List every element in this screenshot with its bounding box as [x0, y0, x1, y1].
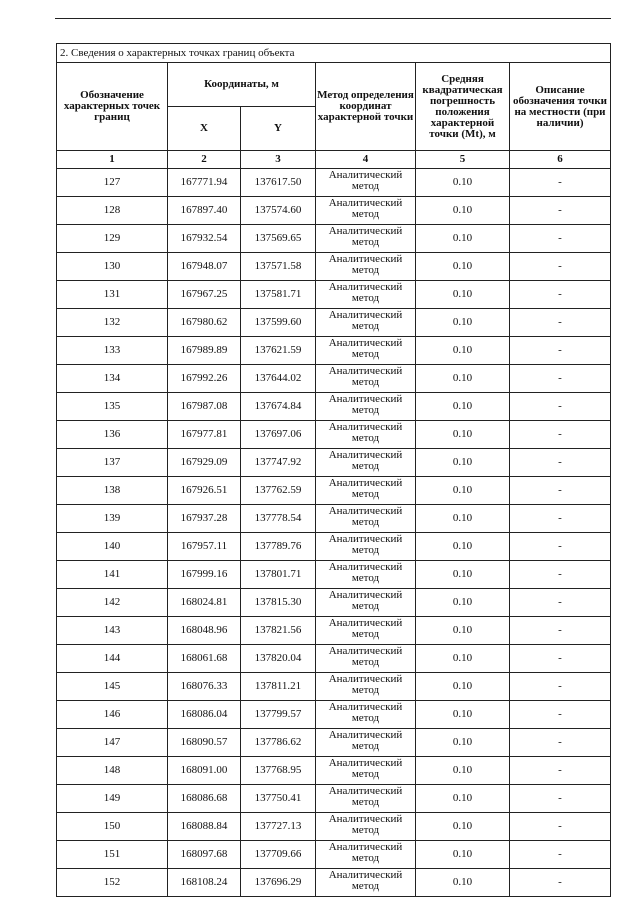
coord-y: 137820.04: [241, 645, 316, 673]
coord-x: 167932.54: [168, 225, 241, 253]
error-value: 0.10: [416, 169, 510, 197]
method-line-1: Аналитический: [328, 785, 403, 797]
coord-x: 167989.89: [168, 337, 241, 365]
description-value: -: [510, 253, 611, 281]
coord-x: 167929.09: [168, 449, 241, 477]
boundary-points-table: [56, 43, 611, 897]
table-row: [57, 869, 611, 897]
description-value: -: [510, 281, 611, 309]
table-row: [57, 561, 611, 589]
point-id: 144: [57, 645, 168, 673]
column-number: 5: [416, 151, 510, 169]
method-cell: [316, 589, 416, 617]
error-value: 0.10: [416, 617, 510, 645]
table-row: [57, 701, 611, 729]
coord-x: 168097.68: [168, 841, 241, 869]
table-row: [57, 421, 611, 449]
method-cell: [316, 757, 416, 785]
description-value: -: [510, 449, 611, 477]
table-row: [57, 673, 611, 701]
error-value: 0.10: [416, 561, 510, 589]
coord-y: 137811.21: [241, 673, 316, 701]
point-id: 138: [57, 477, 168, 505]
description-value: -: [510, 785, 611, 813]
error-value: 0.10: [416, 869, 510, 897]
coord-x: 167967.25: [168, 281, 241, 309]
coord-x: 168061.68: [168, 645, 241, 673]
table-row: [57, 169, 611, 197]
method-line-1: Аналитический: [328, 589, 403, 601]
point-id: 141: [57, 561, 168, 589]
method-line-2: метод: [351, 404, 380, 416]
point-id: 140: [57, 533, 168, 561]
method-line-1: Аналитический: [328, 673, 403, 685]
coord-x: 168076.33: [168, 673, 241, 701]
point-id: 151: [57, 841, 168, 869]
method-cell: [316, 225, 416, 253]
coord-y: 137697.06: [241, 421, 316, 449]
coord-x: 167999.16: [168, 561, 241, 589]
method-line-2: метод: [351, 824, 380, 836]
error-value: 0.10: [416, 393, 510, 421]
point-id: 127: [57, 169, 168, 197]
method-cell: [316, 477, 416, 505]
header-point: Обозначение характерных точек границ: [57, 63, 168, 151]
coord-y: 137778.54: [241, 505, 316, 533]
table-row: [57, 505, 611, 533]
method-line-2: метод: [351, 600, 380, 612]
method-line-1: Аналитический: [328, 813, 403, 825]
method-cell: [316, 533, 416, 561]
point-id: 131: [57, 281, 168, 309]
coord-y: 137727.13: [241, 813, 316, 841]
table-row: [57, 253, 611, 281]
method-cell: [316, 561, 416, 589]
method-cell: [316, 785, 416, 813]
method-cell: [316, 365, 416, 393]
point-id: 149: [57, 785, 168, 813]
point-id: 152: [57, 869, 168, 897]
description-value: -: [510, 757, 611, 785]
coord-y: 137569.65: [241, 225, 316, 253]
table-row: [57, 841, 611, 869]
coord-x: 167948.07: [168, 253, 241, 281]
coord-x: 168090.57: [168, 729, 241, 757]
point-id: 134: [57, 365, 168, 393]
method-line-2: метод: [351, 320, 380, 332]
method-line-1: Аналитический: [328, 869, 403, 881]
error-value: 0.10: [416, 841, 510, 869]
method-line-2: метод: [351, 180, 380, 192]
error-value: 0.10: [416, 589, 510, 617]
description-value: -: [510, 673, 611, 701]
error-value: 0.10: [416, 225, 510, 253]
error-value: 0.10: [416, 813, 510, 841]
method-line-1: Аналитический: [328, 757, 403, 769]
method-line-2: метод: [351, 516, 380, 528]
top-rule: [55, 18, 611, 19]
column-number: 6: [510, 151, 611, 169]
coord-y: 137571.58: [241, 253, 316, 281]
error-value: 0.10: [416, 645, 510, 673]
error-value: 0.10: [416, 421, 510, 449]
method-cell: [316, 393, 416, 421]
description-value: -: [510, 589, 611, 617]
point-id: 143: [57, 617, 168, 645]
description-value: -: [510, 813, 611, 841]
method-cell: [316, 421, 416, 449]
coord-y: 137696.29: [241, 869, 316, 897]
description-value: -: [510, 309, 611, 337]
header-description: Описание обозначения точки на местности (при наличии): [510, 63, 611, 151]
point-id: 132: [57, 309, 168, 337]
method-line-1: Аналитический: [328, 421, 403, 433]
coord-y: 137786.62: [241, 729, 316, 757]
method-line-1: Аналитический: [328, 393, 403, 405]
table-row: [57, 729, 611, 757]
point-id: 147: [57, 729, 168, 757]
method-line-1: Аналитический: [328, 701, 403, 713]
coord-y: 137801.71: [241, 561, 316, 589]
method-line-1: Аналитический: [328, 197, 403, 209]
method-line-1: Аналитический: [328, 617, 403, 629]
coord-y: 137762.59: [241, 477, 316, 505]
coord-y: 137821.56: [241, 617, 316, 645]
method-line-1: Аналитический: [328, 225, 403, 237]
error-value: 0.10: [416, 673, 510, 701]
table-row: [57, 617, 611, 645]
method-line-1: Аналитический: [328, 169, 403, 181]
table-row: [57, 309, 611, 337]
method-cell: [316, 253, 416, 281]
coord-y: 137750.41: [241, 785, 316, 813]
coord-y: 137799.57: [241, 701, 316, 729]
table-row: [57, 281, 611, 309]
coord-x: 167771.94: [168, 169, 241, 197]
method-line-2: метод: [351, 292, 380, 304]
description-value: -: [510, 477, 611, 505]
point-id: 145: [57, 673, 168, 701]
description-value: -: [510, 365, 611, 393]
error-value: 0.10: [416, 757, 510, 785]
method-line-1: Аналитический: [328, 309, 403, 321]
error-value: 0.10: [416, 365, 510, 393]
coord-x: 168048.96: [168, 617, 241, 645]
header-error: Средняя квадратическая погрешность положения характерной точки (Mt), м: [416, 63, 510, 151]
method-line-2: метод: [351, 768, 380, 780]
method-line-1: Аналитический: [328, 505, 403, 517]
description-value: -: [510, 561, 611, 589]
coord-y: 137621.59: [241, 337, 316, 365]
method-cell: [316, 617, 416, 645]
table-row: [57, 393, 611, 421]
coord-x: 167957.11: [168, 533, 241, 561]
column-number: 2: [168, 151, 241, 169]
error-value: 0.10: [416, 785, 510, 813]
table-row: [57, 365, 611, 393]
coord-x: 167992.26: [168, 365, 241, 393]
method-line-2: метод: [351, 544, 380, 556]
method-line-1: Аналитический: [328, 561, 403, 573]
method-line-2: метод: [351, 712, 380, 724]
table-row: [57, 813, 611, 841]
method-cell: [316, 729, 416, 757]
description-value: -: [510, 645, 611, 673]
point-id: 139: [57, 505, 168, 533]
method-line-1: Аналитический: [328, 253, 403, 265]
coord-y: 137581.71: [241, 281, 316, 309]
coord-y: 137674.84: [241, 393, 316, 421]
column-number: 1: [57, 151, 168, 169]
coord-y: 137599.60: [241, 309, 316, 337]
error-value: 0.10: [416, 533, 510, 561]
method-line-2: метод: [351, 880, 380, 892]
method-cell: [316, 701, 416, 729]
method-cell: [316, 169, 416, 197]
description-value: -: [510, 729, 611, 757]
point-id: 135: [57, 393, 168, 421]
error-value: 0.10: [416, 337, 510, 365]
error-value: 0.10: [416, 281, 510, 309]
description-value: -: [510, 169, 611, 197]
method-line-2: метод: [351, 432, 380, 444]
error-value: 0.10: [416, 701, 510, 729]
method-line-1: Аналитический: [328, 449, 403, 461]
method-line-2: метод: [351, 796, 380, 808]
method-line-2: метод: [351, 264, 380, 276]
coord-y: 137815.30: [241, 589, 316, 617]
method-line-1: Аналитический: [328, 533, 403, 545]
error-value: 0.10: [416, 505, 510, 533]
point-id: 130: [57, 253, 168, 281]
method-line-2: метод: [351, 740, 380, 752]
method-cell: [316, 281, 416, 309]
description-value: -: [510, 421, 611, 449]
method-line-2: метод: [351, 852, 380, 864]
method-cell: [316, 309, 416, 337]
method-line-2: метод: [351, 628, 380, 640]
description-value: -: [510, 869, 611, 897]
method-line-1: Аналитический: [328, 729, 403, 741]
coord-x: 168091.00: [168, 757, 241, 785]
error-value: 0.10: [416, 197, 510, 225]
table-row: [57, 757, 611, 785]
coord-y: 137747.92: [241, 449, 316, 477]
method-line-2: метод: [351, 656, 380, 668]
method-line-2: метод: [351, 684, 380, 696]
coord-y: 137644.02: [241, 365, 316, 393]
method-line-2: метод: [351, 348, 380, 360]
point-id: 150: [57, 813, 168, 841]
table-row: [57, 533, 611, 561]
header-y: Y: [241, 107, 316, 151]
header-method: Метод определения координат характерной точки: [316, 63, 416, 151]
coord-x: 167897.40: [168, 197, 241, 225]
coord-x: 168024.81: [168, 589, 241, 617]
point-id: 137: [57, 449, 168, 477]
coord-x: 168088.84: [168, 813, 241, 841]
coord-x: 168086.04: [168, 701, 241, 729]
method-line-2: метод: [351, 208, 380, 220]
coord-x: 168108.24: [168, 869, 241, 897]
method-line-1: Аналитический: [328, 477, 403, 489]
method-line-1: Аналитический: [328, 841, 403, 853]
table-row: [57, 197, 611, 225]
method-cell: [316, 813, 416, 841]
header-x: X: [168, 107, 241, 151]
method-cell: [316, 673, 416, 701]
point-id: 128: [57, 197, 168, 225]
description-value: -: [510, 337, 611, 365]
coord-y: 137789.76: [241, 533, 316, 561]
coord-x: 168086.68: [168, 785, 241, 813]
description-value: -: [510, 505, 611, 533]
error-value: 0.10: [416, 309, 510, 337]
coord-x: 167987.08: [168, 393, 241, 421]
column-number: 3: [241, 151, 316, 169]
point-id: 148: [57, 757, 168, 785]
header-coords: Координаты, м: [168, 63, 316, 107]
coord-y: 137617.50: [241, 169, 316, 197]
point-id: 136: [57, 421, 168, 449]
coord-y: 137768.95: [241, 757, 316, 785]
description-value: -: [510, 533, 611, 561]
description-value: -: [510, 617, 611, 645]
error-value: 0.10: [416, 449, 510, 477]
method-line-1: Аналитический: [328, 365, 403, 377]
method-line-1: Аналитический: [328, 337, 403, 349]
table-row: [57, 225, 611, 253]
error-value: 0.10: [416, 253, 510, 281]
description-value: -: [510, 701, 611, 729]
point-id: 142: [57, 589, 168, 617]
method-cell: [316, 449, 416, 477]
coord-x: 167977.81: [168, 421, 241, 449]
description-value: -: [510, 197, 611, 225]
section-title: 2. Сведения о характерных точках границ объекта: [57, 44, 611, 63]
method-cell: [316, 505, 416, 533]
coord-y: 137709.66: [241, 841, 316, 869]
description-value: -: [510, 393, 611, 421]
error-value: 0.10: [416, 729, 510, 757]
point-id: 129: [57, 225, 168, 253]
point-id: 133: [57, 337, 168, 365]
description-value: -: [510, 225, 611, 253]
table-row: [57, 337, 611, 365]
error-value: 0.10: [416, 477, 510, 505]
table-row: [57, 449, 611, 477]
column-number: 4: [316, 151, 416, 169]
method-line-1: Аналитический: [328, 281, 403, 293]
coord-x: 167926.51: [168, 477, 241, 505]
method-cell: [316, 869, 416, 897]
method-cell: [316, 337, 416, 365]
table-row: [57, 785, 611, 813]
method-cell: [316, 841, 416, 869]
table-row: [57, 645, 611, 673]
method-line-2: метод: [351, 488, 380, 500]
method-line-2: метод: [351, 572, 380, 584]
description-value: -: [510, 841, 611, 869]
method-cell: [316, 645, 416, 673]
point-id: 146: [57, 701, 168, 729]
coord-y: 137574.60: [241, 197, 316, 225]
table-row: [57, 477, 611, 505]
method-line-2: метод: [351, 236, 380, 248]
coord-x: 167937.28: [168, 505, 241, 533]
method-line-2: метод: [351, 460, 380, 472]
method-line-1: Аналитический: [328, 645, 403, 657]
method-cell: [316, 197, 416, 225]
method-line-2: метод: [351, 376, 380, 388]
table-row: [57, 589, 611, 617]
coord-x: 167980.62: [168, 309, 241, 337]
table-body: [57, 169, 611, 897]
